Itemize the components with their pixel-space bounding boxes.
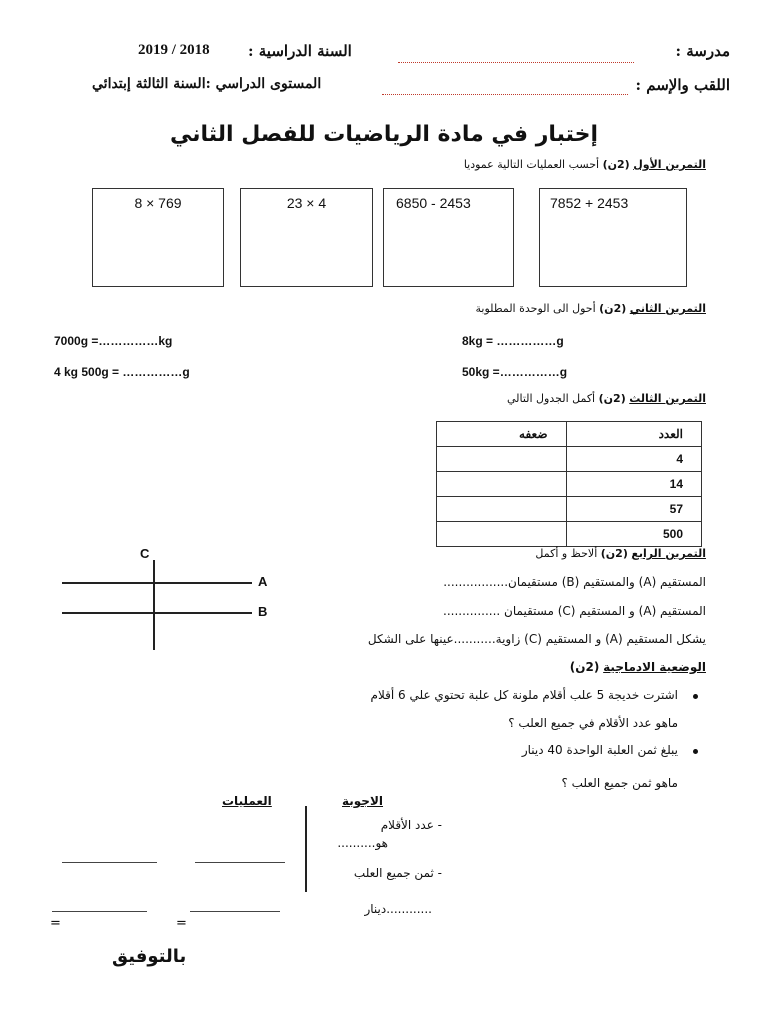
table-row: [437, 497, 702, 522]
number-cell: 14: [566, 472, 701, 497]
ex4-heading: [535, 547, 706, 560]
ex3-points: (2ن): [598, 392, 626, 405]
answers-header: الاجوبة: [342, 794, 384, 808]
ex4-instruction: ألاحظ و أكمل: [535, 547, 598, 560]
conversion-item-4[interactable]: 50kg =……………g: [462, 365, 568, 379]
equals-sign-2: =: [176, 916, 187, 931]
answer-2-label: - ثمن جميع العلب: [353, 866, 442, 880]
school-year-value: 2019 / 2018: [138, 42, 210, 58]
doubles-table: [436, 421, 702, 547]
ex3-instruction: أكمل الجدول التالي: [506, 392, 596, 405]
label-a: A: [258, 574, 268, 589]
operation-text-2: 6850 - 2453: [396, 195, 471, 211]
ex1-title: التمرين الأول: [633, 158, 706, 171]
answer-1-label: - عدد الأقلام: [380, 818, 442, 832]
closing-text: بالتوفيق: [112, 946, 187, 967]
answer-2-blank[interactable]: ............دينار: [364, 902, 432, 916]
operation-box-4[interactable]: [92, 188, 224, 287]
ex2-instruction: أحول الى الوحدة المطلوبة: [475, 302, 596, 315]
header-double: ضعفه: [437, 422, 567, 447]
name-label: اللقب والإسم :: [635, 76, 730, 94]
ex2-points: (2ن): [599, 302, 627, 315]
answer-1-blank[interactable]: هو..........: [337, 836, 388, 850]
operation-box-3[interactable]: [240, 188, 373, 287]
level-label: المستوى الدراسي :السنة الثالثة إبتدائي: [92, 76, 322, 92]
operation-blank-2[interactable]: [195, 862, 285, 863]
label-b: B: [258, 604, 268, 619]
ex3-heading: [507, 392, 706, 405]
label-c: C: [140, 546, 150, 561]
ex1-instruction: أحسب العمليات التالية عموديا: [463, 158, 600, 171]
ex2-heading: [476, 302, 706, 315]
operation-box-2[interactable]: [383, 188, 514, 287]
ex5-title: الوضعية الادماجية: [603, 660, 706, 674]
number-cell: 57: [566, 497, 701, 522]
ex4-title: التمرين الرابع: [631, 547, 706, 560]
table-row: [437, 522, 702, 547]
ex5-heading: [570, 660, 706, 674]
line-b: [62, 612, 252, 614]
problem-1-question: ماهو عدد الأقلام في جميع العلب ؟: [508, 716, 678, 730]
operation-text-3: 23 × 4: [286, 195, 327, 211]
number-cell: 500: [566, 522, 701, 547]
ex4-statement-2[interactable]: المستقيم (A) و المستقيم (C) مستقيمان ...............: [443, 604, 706, 618]
conversion-item-3[interactable]: 4 kg 500g = ……………g: [54, 365, 190, 379]
operation-box-1[interactable]: [539, 188, 687, 287]
ex4-points: (2ن): [600, 547, 628, 560]
school-label: مدرسة :: [675, 42, 730, 60]
number-cell: 4: [566, 447, 701, 472]
operation-blank-1[interactable]: [62, 862, 157, 863]
table-row: [437, 472, 702, 497]
table-row: [437, 447, 702, 472]
header-number: العدد: [566, 422, 701, 447]
problem-1-text: اشترت خديجة 5 علب أقلام ملونة كل علبة تحتوي علي 6 أقلام: [370, 688, 678, 702]
ex4-statement-3[interactable]: يشكل المستقيم (A) و المستقيم (C) زاوية...........عينها على الشكل: [367, 632, 706, 646]
operation-blank-4[interactable]: [190, 911, 280, 912]
name-blank[interactable]: [382, 94, 628, 95]
line-a: [62, 582, 252, 584]
ex1-points: (2ن): [602, 158, 630, 171]
operation-text-4: 8 × 769: [134, 195, 182, 211]
problem-2-question: ماهو ثمن جميع العلب ؟: [561, 776, 678, 790]
ex4-statement-1[interactable]: المستقيم (A) والمستقيم (B) مستقيمان.................: [443, 575, 706, 589]
school-name-blank[interactable]: [398, 62, 634, 63]
double-cell[interactable]: [437, 447, 567, 472]
ex3-title: التمرين الثالث: [629, 392, 706, 405]
operation-text-1: 7852 + 2453: [550, 195, 629, 211]
table-header-row: [437, 422, 702, 447]
answer-divider: [305, 806, 307, 892]
ex5-points: (2ن): [569, 660, 600, 674]
school-year-label: السنة الدراسية :: [248, 42, 352, 60]
conversion-item-1[interactable]: 7000g =……………kg: [54, 334, 173, 348]
double-cell[interactable]: [437, 472, 567, 497]
bullet-point-1: [693, 694, 698, 699]
bullet-point-2: [693, 749, 698, 754]
double-cell[interactable]: [437, 497, 567, 522]
page-title: إختبار في مادة الرياضيات للفصل الثاني: [170, 122, 598, 147]
problem-2-text: يبلغ ثمن العلبة الواحدة 40 دينار: [521, 743, 678, 757]
ex2-title: التمرين الثاني: [629, 302, 706, 315]
ex1-heading: [464, 158, 706, 171]
double-cell[interactable]: [437, 522, 567, 547]
line-c: [153, 560, 155, 650]
operations-header: العمليات: [222, 794, 272, 808]
conversion-item-2[interactable]: 8kg = ……………g: [462, 334, 564, 348]
operation-blank-3[interactable]: [52, 911, 147, 912]
equals-sign-1: =: [50, 916, 61, 931]
